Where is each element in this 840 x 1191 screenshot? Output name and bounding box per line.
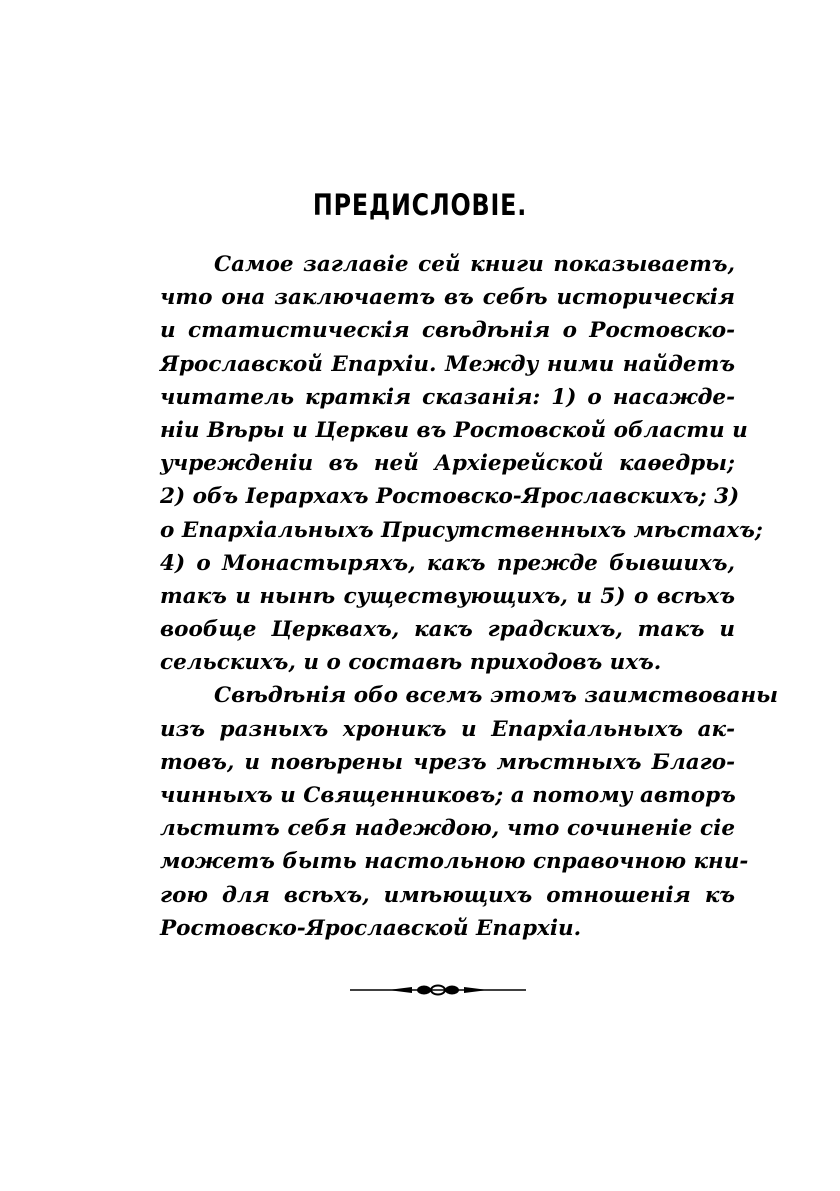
text-line: читатель краткія сказанія: 1) о насажде-	[160, 384, 735, 410]
text-line: изъ разныхъ хроникъ и Епархіальныхъ ак-	[160, 716, 735, 742]
text-line: что она заключаетъ въ себѣ историческія	[160, 285, 735, 311]
ornament-divider-icon	[348, 978, 528, 1002]
text-line: 4) о Монастыряхъ, какъ прежде бывшихъ,	[160, 550, 735, 576]
text-line: товъ, и повѣрены чрезъ мѣстныхъ Благо-	[160, 749, 735, 775]
text-line: льститъ себя надеждою, что сочиненіе сіе	[160, 816, 735, 842]
text-line: ніи Вѣры и Церкви въ Ростовской области и	[160, 417, 748, 443]
text-line: такъ и нынѣ существующихъ, и 5) о всѣхъ	[160, 583, 735, 609]
text-line: Свѣдѣнія обо всемъ этомъ заимствованы	[214, 683, 779, 709]
preface-body	[160, 248, 779, 945]
text-line: Ярославской Епархіи. Между ними найдетъ	[160, 351, 735, 377]
text-line: вообще Церквахъ, какъ градскихъ, такъ и	[160, 617, 735, 643]
text-line: можетъ быть настольною справочною кни-	[160, 849, 749, 875]
text-line: чинныхъ и Священниковъ; а потому авторъ	[160, 783, 736, 808]
text-line: Самое заглавіе сей книги показываетъ,	[214, 252, 735, 277]
text-line: 2) объ Іерархахъ Ростовско-Ярославскихъ; 3)	[160, 484, 740, 510]
text-line: сельскихъ, и о составѣ приходовъ ихъ.	[160, 650, 662, 676]
text-line: о Епархіальныхъ Присутственныхъ мѣстахъ;	[160, 517, 763, 543]
text-line: учрежденіи въ ней Архіерейской каѳедры;	[160, 451, 735, 477]
page-title: ПРЕДИСЛОВІЕ.	[312, 188, 528, 222]
text-line: Ростовско-Ярославской Епархіи.	[160, 915, 582, 941]
text-line: гою для всѣхъ, имѣющихъ отношенія къ	[160, 882, 735, 908]
text-line: и статистическія свѣдѣнія о Ростовско-	[160, 318, 735, 344]
